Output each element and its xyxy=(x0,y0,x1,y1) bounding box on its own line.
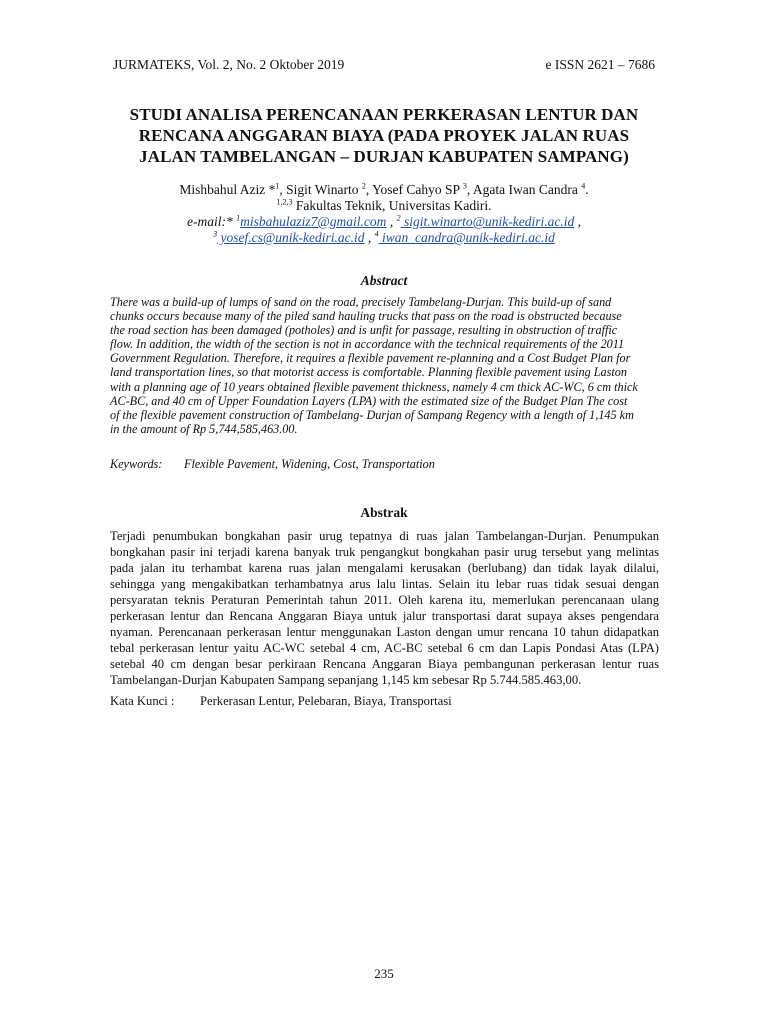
abstract-line: Government Regulation. Therefore, it requires a flexible pavement re-planning and a Cost Budget Plan for xyxy=(110,351,631,366)
abstrak-line: bongkahan pasir ini terjadi karena banyak truk pengangkut bongkahan pasir urug tersebut yang melintas xyxy=(110,545,659,559)
abstract-line: There was a build-up of lumps of sand on the road, precisely Tambelang-Durjan. This build-up of sand xyxy=(110,295,612,309)
email-link-aziz[interactable]: misbahulaziz7@gmail.com xyxy=(240,214,387,229)
kata-kunci-row xyxy=(110,694,659,709)
keywords-row xyxy=(110,457,659,472)
author-list: Mishbahul Aziz *$^1$, Sigit Winarto $^2$, Yosef Cahyo SP $^3$, Agata Iwan Candra $^4$. xyxy=(179,181,589,197)
abstrak-line: persyaratan teknis Peraturan Pemerintah tahun 2011. Oleh karena itu, memerlukan perencanaan ulang xyxy=(110,593,659,607)
abstrak-line: tebal perkerasan lentur yaitu AC-WC setebal 4 cm, AC-BC setebal 6 cm dan Lapis Pondasi Atas (LPA) xyxy=(110,641,659,655)
author-block xyxy=(90,182,678,246)
email-link-winarto[interactable]: sigit.winarto@unik-kediri.ac.id xyxy=(400,214,575,229)
abstrak-text xyxy=(110,528,659,688)
abstrak-line: nyaman. Perencanaan perkerasan lentur menggunakan Laston dengan umur rencana 10 tahun didapatkan xyxy=(110,625,659,639)
affiliation: $^{1,2,3}$ Fakultas Teknik, Universitas Kadiri. xyxy=(276,197,492,213)
kata-kunci-value: Perkerasan Lentur, Pelebaran, Biaya, Transportasi xyxy=(200,694,452,708)
abstract-line: the road section has been damaged (potholes) and is unfit for passage, resulting in obstruction of traffic xyxy=(110,323,618,338)
abstrak-line: sehingga yang mengakibatkan terhambatnya arus lalu lintas. Selain itu lebar ruas tidak sesuai dengan xyxy=(110,577,659,591)
abstract-line: of the flexible pavement construction of Tambelang- Durjan of Sampang Regency with a length of 1,145 km xyxy=(110,407,634,422)
abstract-line: flow. In addition, the width of the section is not in accordance with the technical requirements of the 2011 xyxy=(110,337,625,352)
running-header xyxy=(113,57,655,73)
title-line: STUDI ANALISA PERENCANAAN PERKERASAN LENTUR DAN xyxy=(129,105,639,124)
abstrak-heading: Abstrak xyxy=(360,505,408,520)
issn-label: e ISSN 2621 – 7686 xyxy=(545,57,655,72)
abstract-line: in the amount of Rp 5,744,585,463.00. xyxy=(110,421,298,436)
abstract-line: land transportation lines, so that motorist access is comfortable. Planning flexible pavement using Laston xyxy=(110,365,627,380)
abstract-line: chunks occurs because many of the piled sand hauling trucks that pass on the road is obstructed because xyxy=(110,309,622,324)
abstrak-line: perkerasan lentur dan Rencana Anggaran Biaya untuk jalur transportasi darat supaya akses pengendara xyxy=(110,609,659,623)
abstract-line: AC-BC, and 40 cm of Upper Foundation Layers (LPA) with the estimated size of the Budget Plan The cost xyxy=(110,393,628,408)
email-link-yosef[interactable]: yosef.cs@unik-kediri.ac.id xyxy=(217,230,365,245)
title-line: RENCANA ANGGARAN BIAYA (PADA PROYEK JALAN RUAS xyxy=(138,126,630,145)
keywords-value: Flexible Pavement, Widening, Cost, Transportation xyxy=(184,457,435,471)
abstrak-line: Tambelangan-Durjan Kabupaten Sampang sepanjang 1,145 km sebesar Rp 5.744.585.463,00. xyxy=(110,673,582,687)
kata-kunci-label: Kata Kunci : xyxy=(110,694,175,708)
abstract-text xyxy=(110,295,659,436)
abstrak-line: setebal 40 cm dengan besar perkiraan Rencana Anggaran Biaya pembangunan perkerasan lentur ruas xyxy=(110,657,659,671)
email-line-1: e-mail:* $^1$misbahulaziz7@gmail.com , $^2$ sigit.winarto@unik-kediri.ac.id , xyxy=(187,213,581,229)
title-line: JALAN TAMBELANGAN – DURJAN KABUPATEN SAMPANG) xyxy=(139,147,629,166)
abstract-line: with a planning age of 10 years obtained flexible pavement thickness, namely 4 cm thick AC-WC, 6 cm thick xyxy=(110,379,638,394)
paper-title xyxy=(90,104,678,167)
abstrak-line: Terjadi penumbukan bongkahan pasir urug tepatnya di ruas jalan Tambelangan-Durjan. Penumpukan xyxy=(110,529,659,543)
email-link-candra[interactable]: iwan_candra@unik-kediri.ac.id xyxy=(378,230,555,245)
journal-citation: JURMATEKS, Vol. 2, No. 2 Oktober 2019 xyxy=(113,57,345,72)
abstract-heading: Abstract xyxy=(360,273,408,288)
page-number: 235 xyxy=(374,966,394,981)
abstrak-line: pada jalan itu terhambat karena ruas jalan mengalami kerusakan (berlubang) dan tidak layak dilalui, xyxy=(110,561,659,575)
keywords-label: Keywords: xyxy=(110,457,163,471)
email-line-2: $^3$ yosef.cs@unik-kediri.ac.id , $^4$ iwan_candra@unik-kediri.ac.id xyxy=(213,229,555,245)
